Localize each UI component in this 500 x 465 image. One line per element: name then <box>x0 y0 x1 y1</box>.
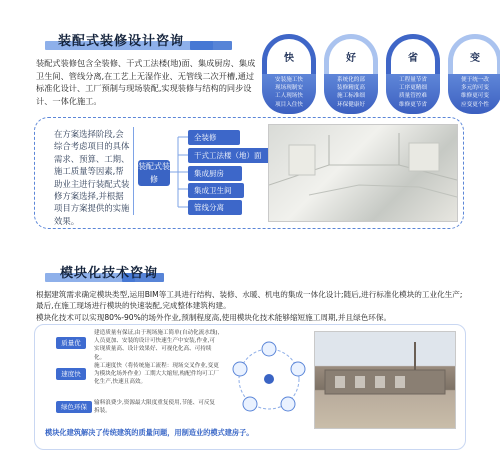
card-head: 变 <box>470 53 480 64</box>
card-body <box>324 74 378 114</box>
card-line: 安装施工快 <box>275 77 303 83</box>
card-head: 好 <box>346 53 356 64</box>
card-line: 施工标准细 <box>337 93 365 100</box>
card-head: 快 <box>284 53 294 64</box>
node-dry-floor: 干式工法楼（地）面 <box>188 148 270 163</box>
card-arc <box>262 34 316 74</box>
feature-card-good <box>324 34 378 114</box>
section1-title: 装配式装修设计咨询 <box>58 34 185 49</box>
pill-green: 绿色环保 <box>56 401 92 413</box>
card-head: 省 <box>408 53 418 64</box>
card-line: 维修更节省 <box>399 101 427 108</box>
card-line: 工程量节省 <box>399 77 427 83</box>
card-line: 系统化的部 <box>337 77 365 83</box>
feature-card-save <box>386 34 440 114</box>
card-line: 装修精度高 <box>337 85 365 92</box>
process-cycle-diagram <box>228 336 310 422</box>
section2-title: 模块化技术咨询 <box>60 266 159 281</box>
card-line: 环保健康好 <box>337 101 365 108</box>
card-line: 工序更精细 <box>399 85 427 92</box>
card-line: 多元的可变 <box>461 85 489 92</box>
feature-card-change <box>448 34 500 114</box>
center-node <box>138 160 170 186</box>
section2-footer: 模块化建筑解决了传统建筑的质量问题，用制造业的模式建房子。 <box>45 428 254 437</box>
interior-photo <box>268 124 458 222</box>
card-arc <box>324 34 378 74</box>
pill-green-text: 输料浪费少,资源最大限度重复使用,节能、可反复拆装。 <box>94 400 216 415</box>
pill-quality: 质量优 <box>56 337 86 349</box>
feature-card-fast <box>262 34 316 114</box>
diagram-divider <box>133 127 134 215</box>
card-arc <box>386 34 440 74</box>
pill-speed: 速度快 <box>56 368 86 380</box>
node-integrated-bathroom: 集成卫生间 <box>188 183 244 198</box>
construction-sketch <box>315 332 455 428</box>
section2-paragraph: 根据建筑需求确定模块类型,运用BIM等工具进行结构、装修、水暖、机电的集成一体化设计;随后,进行标准化模块的工业化生产;最后,在施工现场进行模块的快速装配,完成整体建筑构建。 <box>36 290 463 311</box>
card-arc <box>448 34 500 74</box>
node-pipeline-separation: 管线分离 <box>188 200 242 215</box>
section1-intro: 装配式装修包含全装修、干式工法楼(地)面、集成厨房、集成卫生间、管线分离,在工艺上无湿作业、无管线二次开槽,通过标准化设计、工厂预制与现场装配,实现装修与结构的同步设计、一体化施工。 <box>36 58 256 106</box>
title-underline-bar <box>190 41 232 50</box>
pill-quality-text: 建造质量有保证,由于现场施工简单(自动化流水线),人员更加、安装的设计可快速生产中安装,作业,可实现质量高、设计效果好、可视化化高、可持续化。 <box>94 330 220 361</box>
card-line: 便于统一改 <box>461 77 489 83</box>
card-line: 质量管控难 <box>399 93 427 100</box>
card-line: 工人现场快 <box>275 93 303 100</box>
card-line: 维修更可变 <box>461 93 489 100</box>
card-line: 现场现制安 <box>275 85 303 92</box>
diagram-description: 在方案选择阶段,会综合考虑项目的具体需求、预算、工期、施工质量等因素,帮助业主进行装配式装修方案选择,并根据项目方案提供的实施效果。 <box>54 129 130 226</box>
feature-cards <box>262 34 500 114</box>
card-body <box>448 74 500 114</box>
card-line: 应变更个性 <box>461 101 489 108</box>
pill-speed-text: 施工速度快（将传统施工流程：现场交叉作业,变更为模块化场外作业）工期大大缩短,构配件均可工厂化生产,快速且高效。 <box>94 363 219 386</box>
card-body <box>386 74 440 114</box>
construction-photo <box>314 331 456 429</box>
node-full-decoration: 全装修 <box>188 130 240 145</box>
interior-sketch <box>269 125 457 221</box>
node-integrated-kitchen: 集成厨房 <box>188 166 242 181</box>
card-line: 项目入住快 <box>275 101 303 108</box>
card-body <box>262 74 316 114</box>
diagram-connectors <box>170 132 190 212</box>
center-node-label: 装配式装修 <box>138 162 170 184</box>
section2-paragraph-2: 模块化技术可以实现80%-90%的场外作业,预制程度高,使用模块化技术能够缩短施工周期,并且绿色环保。 <box>36 313 392 322</box>
